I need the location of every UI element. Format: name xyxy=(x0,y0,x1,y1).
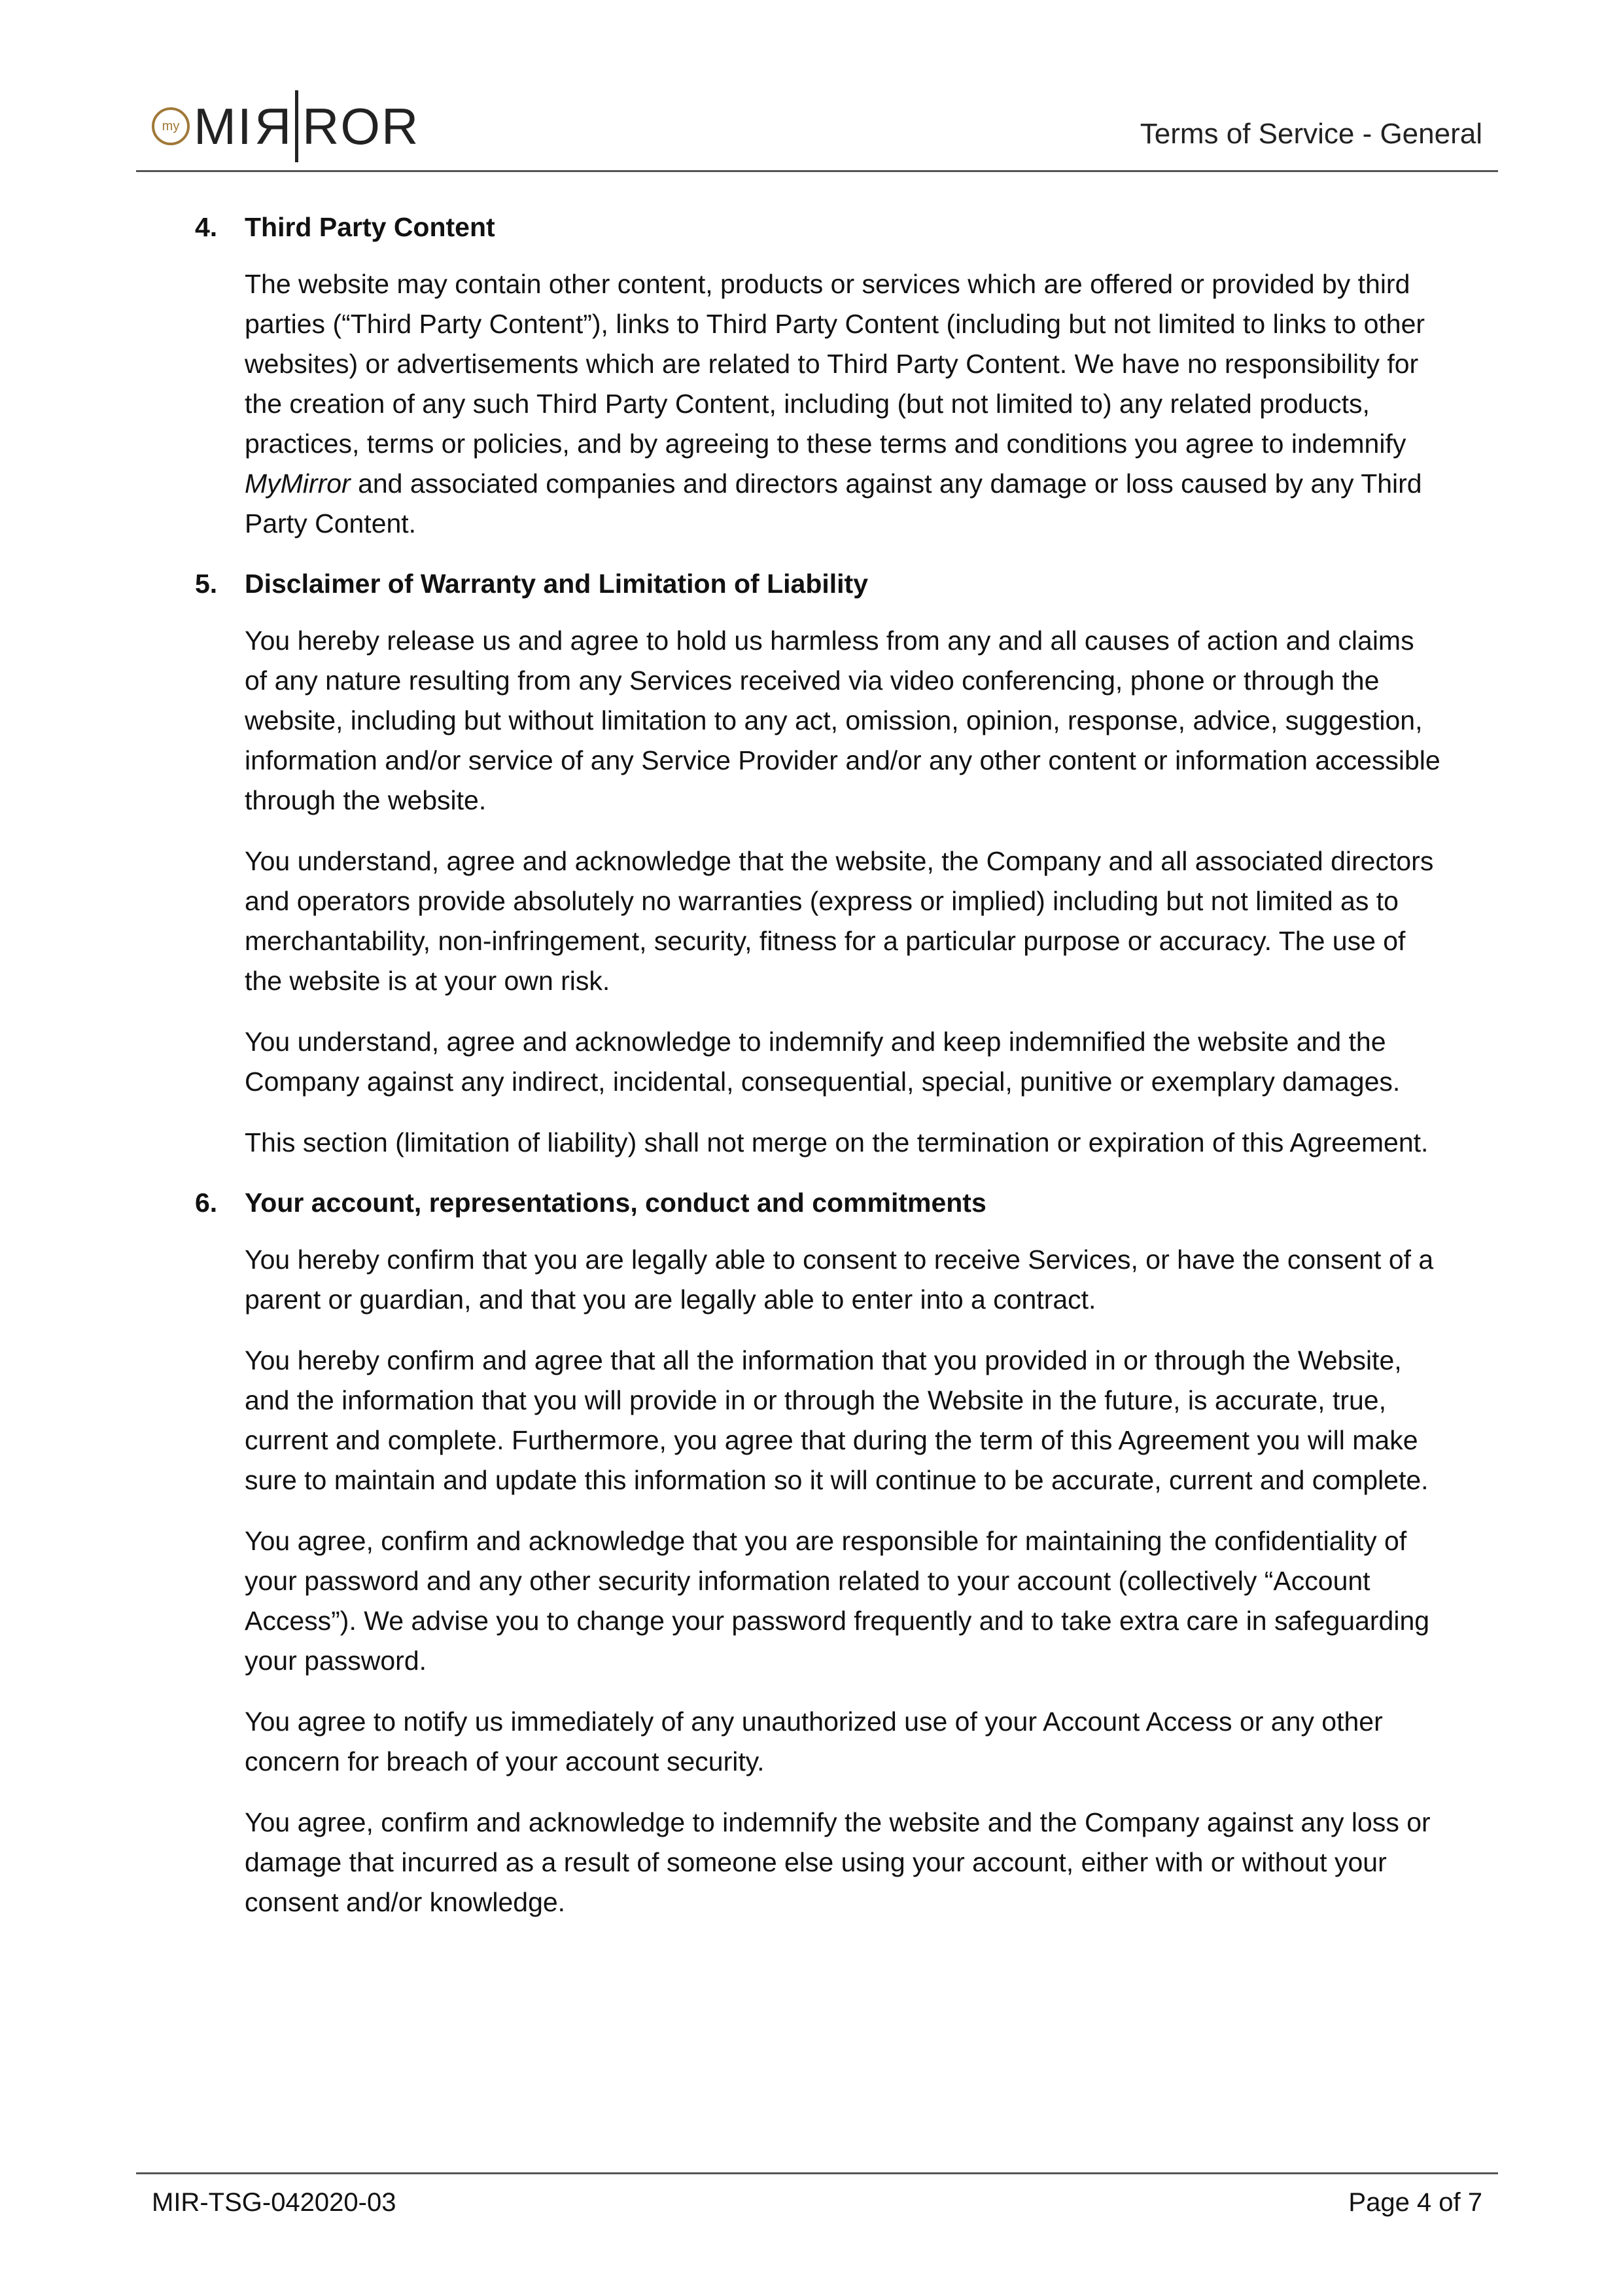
paragraph-text: The website may contain other content, products or services which are offered or provided by third parties (“Third Party Content”), links to Third Party Content (including but not limited to links to other websites) or advertisements which are related to Third Party Content. We have no responsibility for the creation of any such Third Party Content, including (but not limited to) any related products, practices, terms or policies, and by agreeing to these terms and conditions you agree to indemnify xyxy=(245,269,1425,459)
page-footer xyxy=(136,2172,1498,2225)
section-number: 4. xyxy=(195,212,218,242)
paragraph xyxy=(245,264,1442,544)
logo-wordmark-right: ROR xyxy=(302,97,420,155)
logo-my-text: my xyxy=(162,119,180,133)
paragraph: You hereby confirm and agree that all the information that you provided in or through the Website, and the information that you will provide in or through the Website in the future, is accurate, true, current and complete. Furthermore, you agree that during the term of this Agreement you will make sure to maintain and update this information so it will continue to be accurate, current and complete. xyxy=(245,1345,1429,1495)
mymirror-logo xyxy=(152,90,419,162)
paragraph: You hereby release us and agree to hold us harmless from any and all causes of action and claims of any nature resulting from any Services received via video conferencing, phone or through the website, including but without limitation to any act, omission, opinion, response, advice, suggestion, information and/or service of any Service Provider and/or any other content or information accessible through the website. xyxy=(245,626,1440,815)
document-body xyxy=(195,208,1442,1943)
footer-divider xyxy=(136,2172,1498,2174)
section-title: Your account, representations, conduct and commitments xyxy=(245,1188,986,1218)
paragraph: You agree, confirm and acknowledge that you are responsible for maintaining the confidentiality of your password and any other security information related to your account (collectively “Account Access”). We advise you to change your password frequently and to take extra care in safeguarding your password. xyxy=(245,1526,1430,1676)
logo-circle-icon xyxy=(152,107,190,145)
section-4 xyxy=(195,208,1442,544)
section-number: 6. xyxy=(195,1188,218,1218)
paragraph: You agree, confirm and acknowledge to indemnify the website and the Company against any loss or damage that incurred as a result of someone else using your account, either with or without your consent and/or knowledge. xyxy=(245,1807,1431,1917)
document-title: Terms of Service - General xyxy=(1140,118,1482,150)
header-divider xyxy=(136,170,1498,172)
section-heading xyxy=(195,1184,1442,1222)
section-5 xyxy=(195,565,1442,1163)
company-name: MyMirror xyxy=(245,468,351,499)
logo-wordmark-left: MIR xyxy=(194,97,291,155)
section-heading xyxy=(195,208,1442,246)
logo-mirrored-letter: R xyxy=(253,97,291,155)
logo-wordmark xyxy=(194,90,419,162)
paragraph: You understand, agree and acknowledge to indemnify and keep indemnified the website and the Company against any indirect, incidental, consequential, special, punitive or exemplary damages. xyxy=(245,1027,1401,1097)
paragraph: You agree to notify us immediately of any unauthorized use of your Account Access or any other concern for breach of your account security. xyxy=(245,1706,1383,1776)
paragraph: This section (limitation of liability) shall not merge on the termination or expiration of this Agreement. xyxy=(245,1127,1429,1157)
page-number: Page 4 of 7 xyxy=(1348,2188,1482,2217)
paragraph-text: and associated companies and directors against any damage or loss caused by any Third Party Content. xyxy=(245,468,1422,539)
section-title: Disclaimer of Warranty and Limitation of Liability xyxy=(245,569,869,599)
document-id: MIR-TSG-042020-03 xyxy=(152,2188,396,2217)
paragraph: You understand, agree and acknowledge that the website, the Company and all associated directors and operators provide absolutely no warranties (express or implied) including but not limited as to merchantability, non-infringement, security, fitness for a particular purpose or accuracy. The use of the website is at your own risk. xyxy=(245,846,1434,996)
logo-divider xyxy=(295,90,298,162)
paragraph: You hereby confirm that you are legally able to consent to receive Services, or have the consent of a parent or guardian, and that you are legally able to enter into a contract. xyxy=(245,1245,1434,1315)
section-6 xyxy=(195,1184,1442,1922)
section-heading xyxy=(195,565,1442,603)
page-header xyxy=(136,77,1498,172)
section-title: Third Party Content xyxy=(245,212,495,242)
section-number: 5. xyxy=(195,569,218,599)
